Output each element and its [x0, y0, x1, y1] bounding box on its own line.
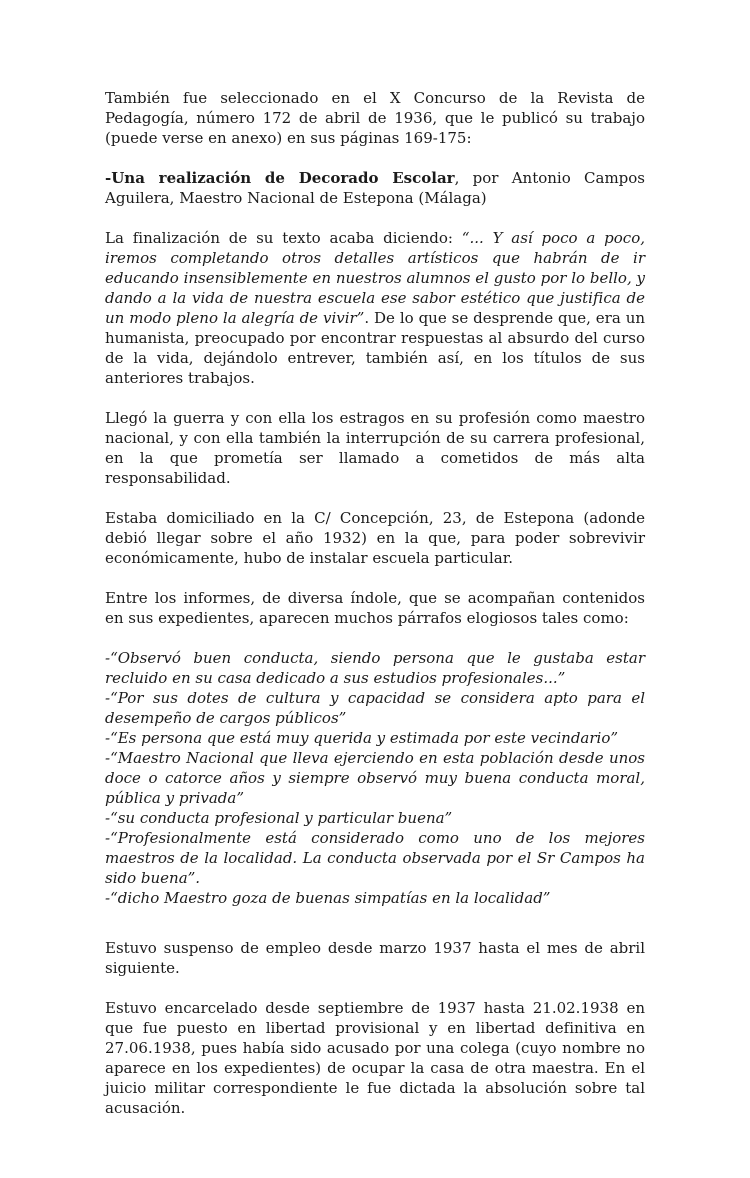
paragraph-prison: Estuvo encarcelado desde septiembre de 1937 hasta 21.02.1938 en que fue puesto en libertad provisional y en libertad definitiva en 27.06.1938, pues había sido acusado por una colega (cuyo nombre no aparece en los expedientes) de ocupar la casa de otra maestra. En el juicio militar correspondiente le fue dictada la absolución sobre tal acusación.: [105, 999, 645, 1117]
report-quote: -“su conducta profesional y particular buena”: [105, 809, 453, 827]
report-quote: -“Profesionalmente está considerado como uno de los mejores maestros de la localidad. La conducta observada por el Sr Campos ha sido buena”.: [105, 829, 645, 887]
paragraph-war: Llegó la guerra y con ella los estragos en su profesión como maestro nacional, y con ella también la interrupción de su carrera profesional, en la que prometía ser llamado a cometidos de más alta responsabilidad.: [105, 409, 645, 487]
text-ending-quote: “... Y así poco a poco, iremos completando otros detalles artísticos que habrán de ir educando insensiblemente en nuestros alumnos el gusto por lo bello, y dando a la vida de nuestra escuela ese sabor estético que justifica de un modo pleno la alegría de vivir”: [105, 229, 645, 327]
report-quote: -“Maestro Nacional que lleva ejerciendo en esta población desde unos doce o catorce años y siempre observó muy buena conducta moral, pública y privada”: [105, 749, 645, 807]
paragraph-address: Estaba domiciliado en la C/ Concepción, 23, de Estepona (adonde debió llegar sobre el año 1932) en la que, para poder sobrevivir económicamente, hubo de instalar escuela particular.: [105, 509, 645, 567]
work-title-rest: , por Antonio Campos Aguilera, Maestro Nacional de Estepona (Málaga): [105, 169, 645, 207]
paragraph-reports-intro: Entre los informes, de diversa índole, que se acompañan contenidos en sus expedientes, aparecen muchos párrafos elogiosos tales como:: [105, 589, 645, 627]
report-quotes-list: [105, 648, 645, 908]
report-quote: -“Es persona que está muy querida y estimada por este vecindario”: [105, 729, 619, 747]
report-quote: -“dicho Maestro goza de buenas simpatías en la localidad”: [105, 889, 551, 907]
paragraph-suspension: Estuvo suspenso de empleo desde marzo 1937 hasta el mes de abril siguiente.: [105, 939, 645, 977]
work-title-bold: -Una realización de Decorado Escolar: [105, 169, 455, 187]
paragraph-intro-concurso: También fue seleccionado en el X Concurso de la Revista de Pedagogía, número 172 de abril de 1936, que le publicó su trabajo (puede verse en anexo) en sus páginas 169-175:: [105, 89, 645, 147]
report-quote: -“Por sus dotes de cultura y capacidad se considera apto para el desempeño de cargos públicos”: [105, 689, 645, 727]
report-quote: -“Observó buen conducta, siendo persona que le gustaba estar recluido en su casa dedicado a sus estudios profesionales...”: [105, 649, 645, 687]
text-ending-tail: . De lo que se desprende que, era un humanista, preocupado por encontrar respuestas al absurdo del curso de la vida, dejándolo entrever, también así, en los títulos de sus anteriores trabajos.: [105, 309, 646, 387]
paragraph-work-title: [105, 168, 645, 208]
text-ending-lead: La finalización de su texto acaba diciendo:: [105, 229, 462, 247]
paragraph-text-ending: [105, 228, 645, 388]
